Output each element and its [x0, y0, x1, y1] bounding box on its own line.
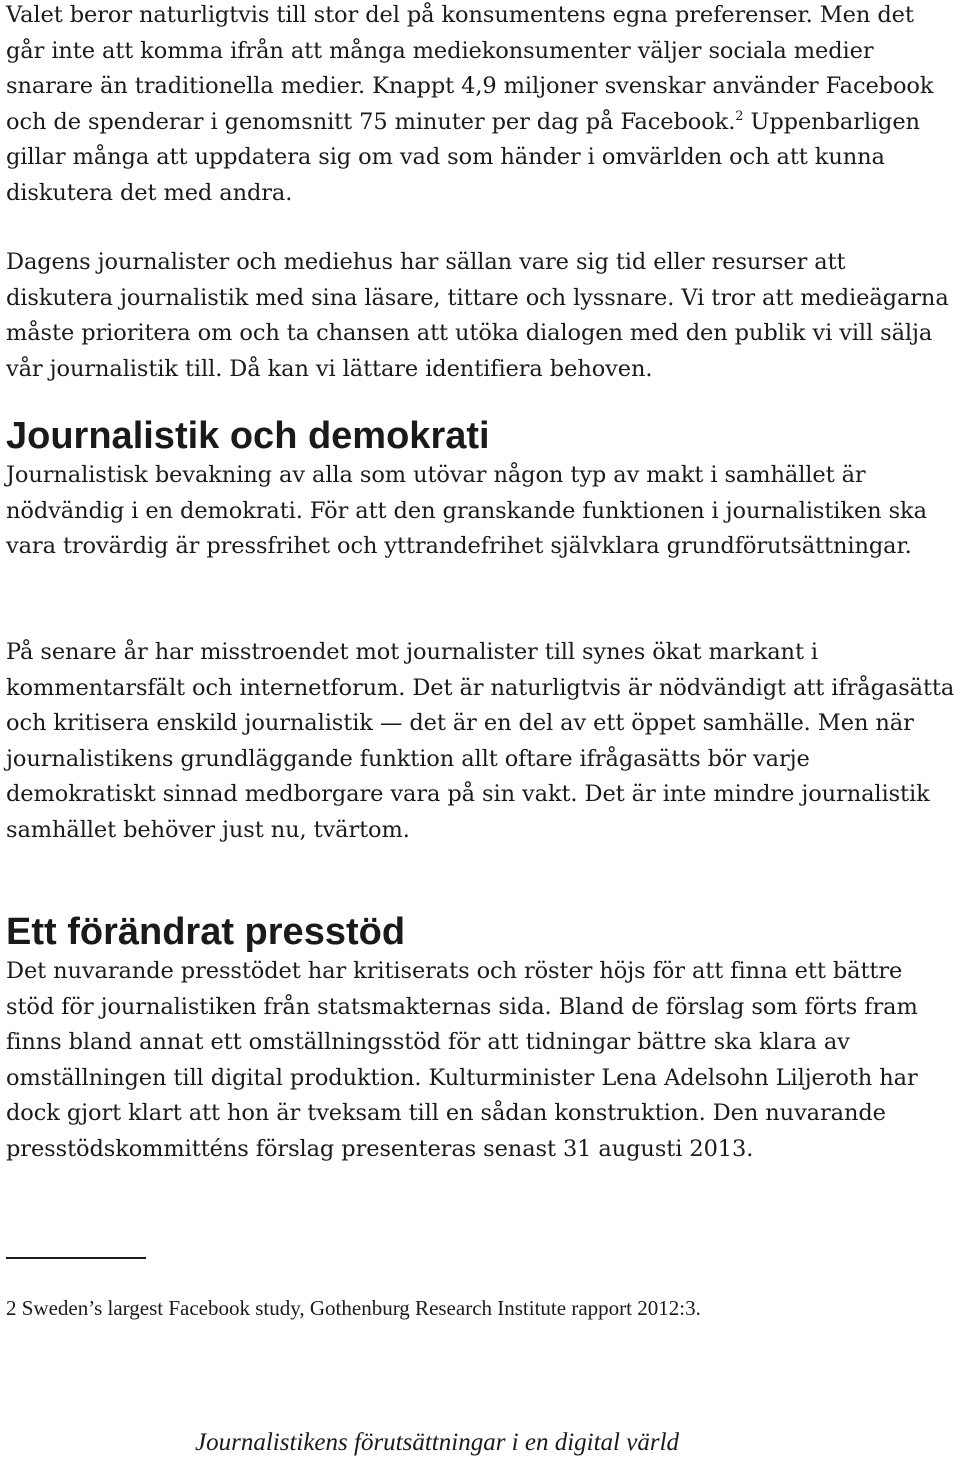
paragraph-consumer-preferences: [6, 0, 956, 212]
paragraph-text-continued: Uppenbarligen gillar många att uppdatera sig om vad som händer i omvärlden och att kunna diskutera det med andra.: [6, 108, 920, 206]
footnote-reference[interactable]: 2: [735, 108, 744, 124]
paragraph-democracy-oversight: Journalistisk bevakning av alla som utövar någon typ av makt i samhället är nödvändig i en demokrati. För att den granskande funktionen i journalistiken ska vara trovärdig är pressfrihet och yttrandefrihet självklara grundförutsättningar.: [6, 462, 927, 560]
section-heading-democracy: Journalistik och demokrati: [6, 415, 490, 457]
paragraph-distrust: På senare år har misstroendet mot journalister till synes ökat markant i kommentarsfält och internetforum. Det är naturligtvis är nödvändigt att ifrågasätta och kritisera enskild journalistik — det är en del av ett öppet samhälle. Men när journalistikens grundläggande funktion allt oftare ifrågasätts bör varje demokratiskt sinnad medborgare vara på sin vakt. Det är inte mindre journalistik samhället behöver just nu, tvärtom.: [6, 639, 955, 843]
paragraph-press-support: Det nuvarande presstödet har kritiserats och röster höjs för att finna ett bättre stöd för journalistiken från statsmakternas sida. Bland de förslag som förts fram finns bland annat ett omställningsstöd för att tidningar bättre ska klara av omställningen till digital produktion. Kulturminister Lena Adelsohn Liljeroth har dock gjort klart att hon är tveksam till en sådan konstruktion. Den nuvarande presstödskommitténs förslag presenteras senast 31 augusti 2013.: [6, 958, 918, 1162]
paragraph-journalists-dialogue: Dagens journalister och mediehus har sällan vare sig tid eller resurser att diskutera journalistik med sina läsare, tittare och lyssnare. Vi tror att medieägarna måste prioritera om och ta chansen att utöka dialogen med den publik vi vill sälja vår journalistik till. Då kan vi lättare identifiera behoven.: [6, 249, 949, 382]
footnote-divider: [6, 1257, 146, 1259]
section-heading-press-support: Ett förändrat presstöd: [6, 911, 406, 953]
paragraph-text: Valet beror naturligtvis till stor del på konsumentens egna preferenser. Men det går inte att komma ifrån att många mediekonsumenter väljer sociala medier snarare än traditionella medier. Knappt 4,9 miljoner svenskar använder Facebook och de spenderar i genomsnitt 75 minuter per dag på Facebook.: [6, 2, 934, 135]
footnote: 2 Sweden’s largest Facebook study, Gothenburg Research Institute rapport 2012:3.: [6, 1296, 701, 1320]
running-footer: Journalistikens förutsättningar i en digital värld: [195, 1429, 680, 1456]
